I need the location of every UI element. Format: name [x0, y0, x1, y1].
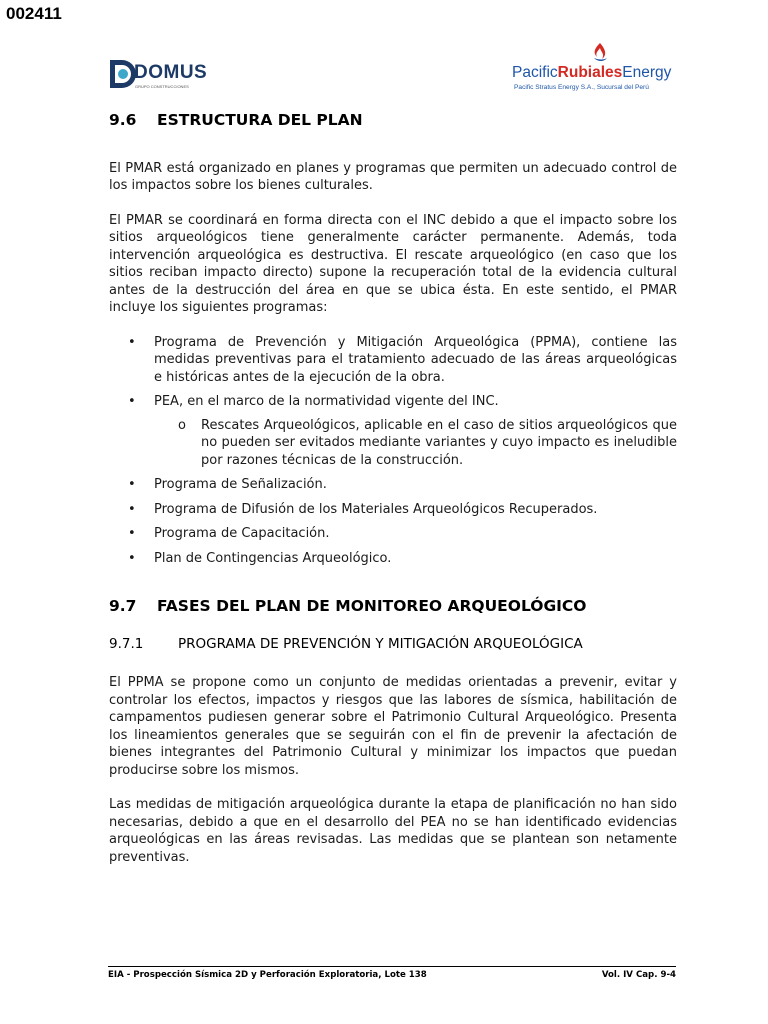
list-item [109, 334, 677, 387]
list-item [109, 550, 677, 568]
list-item [109, 525, 677, 543]
brand-part-pacific: Pacific [512, 64, 558, 81]
list-item-text: Programa de Difusión de los Materiales Arqueológicos Recuperados. [154, 501, 598, 517]
subsection-title: PROGRAMA DE PREVENCIÓN Y MITIGACIÓN ARQUEOLÓGICA [178, 635, 583, 652]
paragraph-intro: El PMAR está organizado en planes y programas que permiten un adecuado control de los impactos sobre los bienes culturales. [109, 160, 677, 193]
section-title: ESTRUCTURA DEL PLAN [157, 111, 363, 129]
section-number: 9.7 [109, 597, 137, 615]
footer-document-title: EIA - Prospección Sísmica 2D y Perforación Exploratoria, Lote 138 [108, 970, 427, 980]
subsection-heading-9-7-1 [109, 636, 677, 654]
pacific-subtitle: Pacific Stratus Energy S.A., Sucursal del Perú [514, 84, 649, 91]
sub-list-item [154, 417, 677, 470]
sub-list-item-text: Rescates Arqueológicos, aplicable en el caso de sitios arqueológicos que no pueden ser evitados mediante variantes y cuyo impacto es ineludible por razones técnicas de la construcción. [201, 417, 677, 468]
paragraph-coordination: El PMAR se coordinará en forma directa con el INC debido a que el impacto sobre los sitios arqueológicos tiene generalmente carácter permanente. Además, toda intervención arqueológica es destructiva. El rescate arqueológico (en caso que los sitios reciban impacto directo) supone la recuperación total de la evidencia cultural antes de la destrucción del área en que se ubica ésta. En este sentido, el PMAR incluye los siguientes programas: [109, 212, 677, 315]
page-id: 002411 [6, 4, 62, 23]
section-heading-9-7 [109, 598, 677, 616]
domus-wordmark: DOMUS [134, 62, 208, 83]
domus-tagline: GRUPO CONSTRUCCIONES [135, 84, 189, 89]
list-item-text: Programa de Señalización. [154, 477, 327, 492]
list-item [109, 476, 677, 494]
paragraph-ppma: El PPMA se propone como un conjunto de medidas orientadas a prevenir, evitar y controlar los efectos, impactos y riesgos que las labores de sísmica, habilitación de campamentos pudiesen generar sobre el Patrimonio Cultural Arqueológico. Presenta los lineamientos generales que se seguirán con el fin de prevenir la afectación de bienes integrantes del Patrimonio Cultural y minimizar los impactos que puedan producirse sobre los mismos. [109, 675, 677, 778]
footer-page-ref: Vol. IV Cap. 9-4 [601, 970, 676, 980]
pacific-brand [512, 64, 671, 82]
paragraph-mitigation: Las medidas de mitigación arqueológica durante la etapa de planificación no han sido necesarias, debido a que en el desarrollo del PEA no se han identificado evidencias arqueológicas en las áreas revisadas. Las medidas que se plantean son netamente preventivas. [109, 797, 677, 865]
section-heading-9-6 [109, 112, 677, 130]
pacific-rubiales-logo [512, 42, 708, 98]
domus-logo [108, 58, 208, 92]
sub-list [154, 417, 677, 470]
document-body [109, 110, 677, 866]
list-item [109, 501, 677, 519]
subsection-number: 9.7.1 [109, 635, 144, 652]
section-title: FASES DEL PLAN DE MONITOREO ARQUEOLÓGICO [157, 597, 587, 615]
programs-list [109, 334, 677, 568]
footer-divider [108, 966, 676, 967]
list-item-text: Plan de Contingencias Arqueológico. [154, 550, 392, 566]
list-item [109, 393, 677, 469]
brand-part-rubiales: Rubiales [557, 64, 623, 81]
brand-part-energy: Energy [622, 64, 672, 81]
flame-icon [590, 42, 610, 64]
section-number: 9.6 [109, 111, 137, 129]
list-item-text: Programa de Capacitación. [154, 526, 330, 541]
list-item-text: Programa de Prevención y Mitigación Arqueológica (PPMA), contiene las medidas preventivas para el tratamiento adecuado de las áreas arqueológicas e históricas antes de la ejecución de la obra. [154, 334, 677, 385]
list-item-text: PEA, en el marco de la normatividad vigente del INC. [154, 394, 499, 409]
